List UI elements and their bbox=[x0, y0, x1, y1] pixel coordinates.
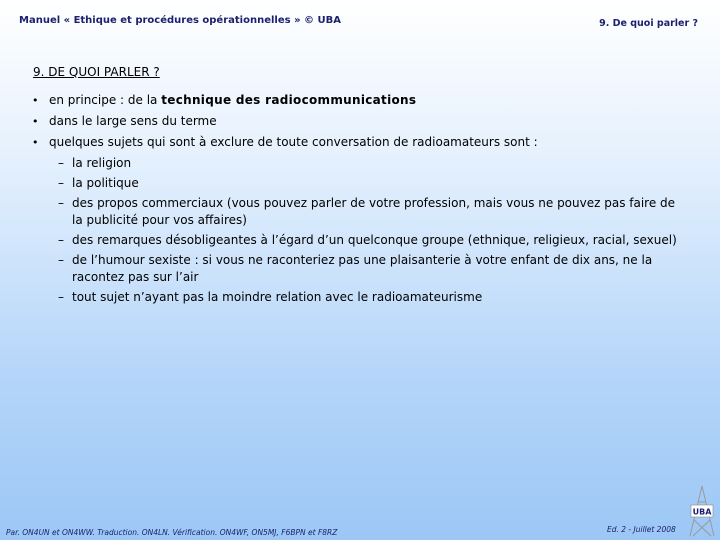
sub-list-item bbox=[30, 252, 680, 286]
sub-list-item bbox=[30, 289, 680, 306]
sub-item-text: de l’humour sexiste : si vous ne raconteriez pas une plaisanterie à votre enfant de dix ans, ne la racontez pas sur l’air bbox=[72, 253, 653, 284]
bullet-icon: • bbox=[32, 136, 39, 149]
sub-list-item bbox=[30, 175, 680, 192]
list-item bbox=[30, 113, 680, 130]
bullet-text: dans le large sens du terme bbox=[49, 114, 217, 128]
sub-item-text: des propos commerciaux (vous pouvez parler de votre profession, mais vous ne pouvez pas faire de la publicité pour vos affaires) bbox=[72, 196, 676, 227]
dash-icon: – bbox=[58, 253, 64, 267]
bullet-text: quelques sujets qui sont à exclure de toute conversation de radioamateurs sont : bbox=[49, 135, 538, 149]
sub-item-text: la religion bbox=[72, 156, 132, 170]
bullet-icon: • bbox=[32, 94, 39, 107]
dash-icon: – bbox=[58, 156, 64, 170]
bullet-emphasis: technique des radiocommunications bbox=[161, 93, 417, 107]
sub-item-text: tout sujet n’ayant pas la moindre relation avec le radioamateurisme bbox=[72, 290, 483, 304]
dash-icon: – bbox=[58, 290, 64, 304]
bullet-icon: • bbox=[32, 115, 39, 128]
sub-list-item bbox=[30, 232, 680, 249]
sub-list-item bbox=[30, 195, 680, 229]
footer-edition: Ed. 2 - Juillet 2008 bbox=[607, 525, 676, 534]
bullet-text: en principe : de la bbox=[49, 93, 162, 107]
page-title: 9. DE QUOI PARLER ? bbox=[33, 65, 160, 79]
sub-list-item bbox=[30, 155, 680, 172]
sub-item-text: la politique bbox=[72, 176, 139, 190]
logo-text: UBA bbox=[692, 507, 712, 517]
dash-icon: – bbox=[58, 196, 64, 210]
list-item bbox=[30, 134, 680, 151]
dash-icon: – bbox=[58, 233, 64, 247]
dash-icon: – bbox=[58, 176, 64, 190]
sub-item-text: des remarques désobligeantes à l’égard d’un quelconque groupe (ethnique, religieux, racial, sexuel) bbox=[72, 233, 677, 247]
header-section: 9. De quoi parler ? bbox=[599, 18, 698, 29]
header-title: Manuel « Ethique et procédures opérationnelles » © UBA bbox=[19, 15, 341, 26]
list-item bbox=[30, 92, 680, 109]
footer-credits: Par. ON4UN et ON4WW. Traduction. ON4LN. Vérification. ON4WF, ON5MJ, F6BPN et F8RZ bbox=[6, 528, 338, 537]
slide-content bbox=[30, 92, 680, 309]
uba-tower-logo bbox=[685, 484, 719, 540]
